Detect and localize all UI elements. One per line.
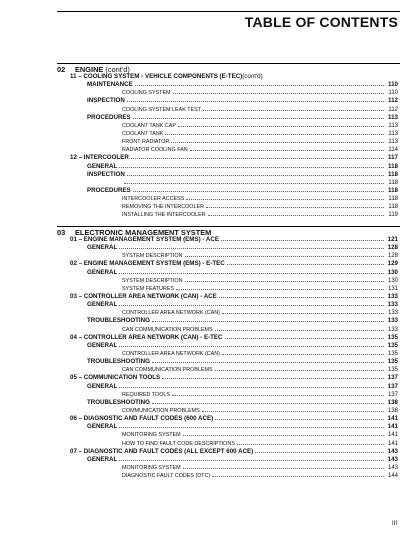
toc-entry-page-number: 144 <box>387 473 398 480</box>
dot-leader <box>133 117 384 119</box>
dot-leader <box>173 92 384 94</box>
toc-entry-title: GENERAL <box>87 268 118 276</box>
dot-leader <box>222 312 384 314</box>
toc-chapter-entry[interactable] <box>70 448 398 456</box>
toc-topic-entry[interactable] <box>70 391 398 399</box>
toc-subsection-entry[interactable] <box>70 163 398 171</box>
dot-leader <box>119 166 384 168</box>
toc-entry-title: INSPECTION <box>87 97 125 105</box>
dot-leader <box>176 288 384 290</box>
toc-subsection-entry[interactable] <box>70 358 398 366</box>
toc-subsection-entry[interactable] <box>70 114 398 122</box>
dot-leader <box>119 426 384 428</box>
toc-entry-title: SYSTEM DESCRIPTION <box>122 253 183 260</box>
toc-subsection-entry[interactable] <box>70 456 398 464</box>
toc-subsection-entry[interactable] <box>70 342 398 350</box>
toc-entry-title: COMMUNICATION PROBLEMS <box>122 407 200 414</box>
toc-topic-entry[interactable] <box>70 146 398 154</box>
toc-entry-title: GENERAL <box>87 455 118 463</box>
toc-subsection-entry[interactable] <box>70 171 398 179</box>
dot-leader <box>119 247 384 249</box>
toc-entry-page-number: 137 <box>387 374 398 382</box>
toc-entry-page-number: 110 <box>388 81 398 89</box>
dot-leader <box>152 402 384 404</box>
toc-entry-page-number: 138 <box>387 398 398 406</box>
toc-subsection-entry[interactable] <box>70 244 398 252</box>
toc-entry-title: 12 – INTERCOOLER <box>70 154 129 162</box>
toc-entry-page-number: 118 <box>388 204 398 211</box>
toc-topic-entry[interactable] <box>70 277 398 285</box>
toc-entry-title: CAN COMMUNICATION PROBLEMS <box>122 367 213 374</box>
toc-subsection-entry[interactable] <box>70 187 398 195</box>
toc-topic-entry[interactable] <box>70 431 398 439</box>
toc-topic-entry[interactable] <box>70 122 398 130</box>
toc-entry-title: CONTROLLER AREA NETWORK (CAN) <box>122 350 220 357</box>
dot-leader <box>183 434 384 436</box>
toc-entry-page-number: 114 <box>388 147 398 154</box>
toc-entry-page-number: 133 <box>387 326 398 333</box>
toc-entry-title: GENERAL <box>87 244 118 252</box>
toc-topic-entry[interactable] <box>70 252 398 260</box>
toc-topic-entry[interactable] <box>70 366 398 374</box>
dot-leader <box>202 410 384 412</box>
toc-chapter-entry[interactable] <box>70 293 398 301</box>
toc-topic-entry[interactable] <box>70 89 398 97</box>
toc-entry-page-number: 113 <box>388 122 398 129</box>
toc-entry-title: 05 – COMMUNICATION TOOLS <box>70 374 161 382</box>
dot-leader <box>212 475 384 477</box>
toc-topic-entry[interactable] <box>70 472 398 480</box>
toc-entry-page-number: 110 <box>388 90 398 97</box>
toc-entry-page-number: 137 <box>387 391 398 398</box>
toc-entry-page-number: 135 <box>387 367 398 374</box>
dot-leader <box>171 141 384 143</box>
dot-leader <box>185 255 384 257</box>
dot-leader <box>135 84 384 86</box>
toc-topic-entry[interactable] <box>70 195 398 203</box>
toc-entry-title: MAINTENANCE <box>87 81 133 89</box>
toc-subsection-entry[interactable] <box>70 399 398 407</box>
toc-entry-page-number: 135 <box>387 341 398 349</box>
toc-entry-page-number: 121 <box>387 236 398 243</box>
toc-chapter-entry[interactable] <box>70 260 398 268</box>
toc-entry-page-number: 133 <box>387 310 398 317</box>
toc-subsection-entry[interactable] <box>70 81 398 89</box>
section-title: ENGINE <box>75 65 104 74</box>
toc-chapter-entry[interactable] <box>70 236 398 244</box>
dot-leader <box>119 386 384 388</box>
toc-entry-page-number: 135 <box>387 350 398 357</box>
toc-entry-page-number: 138 <box>387 407 398 414</box>
toc-topic-entry[interactable] <box>70 309 398 317</box>
toc-subsection-entry[interactable] <box>70 383 398 391</box>
toc-subsection-entry[interactable] <box>70 423 398 431</box>
toc-entry-page-number: 119 <box>388 212 398 219</box>
dot-leader <box>255 451 384 453</box>
toc-entry-page-number: 143 <box>387 455 398 463</box>
toc-list-electronic-management <box>70 236 398 480</box>
toc-topic-entry[interactable] <box>70 106 398 114</box>
toc-entry-title: INTERCOOLER ACCESS <box>122 196 185 203</box>
toc-entry-page-number: 141 <box>387 415 398 423</box>
dot-leader <box>215 418 384 420</box>
toc-entry-title: 11 – COOLING SYSTEM - VEHICLE COMPONENTS (E-TEC) <box>70 73 243 80</box>
toc-entry-title: FRONT RADIATOR <box>122 139 170 146</box>
toc-entry-page-number: 118 <box>388 162 398 170</box>
toc-entry-continued-note: (cont'd) <box>242 73 263 80</box>
toc-entry-title: 01 – ENGINE MANAGEMENT SYSTEM (EMS) - ACE <box>70 236 219 243</box>
dot-leader <box>152 361 384 363</box>
toc-entry-page-number: 118 <box>388 186 398 194</box>
dot-leader <box>185 280 384 282</box>
toc-entry-page-number: 141 <box>387 440 398 447</box>
toc-entry-page-number: 141 <box>387 423 398 431</box>
dot-leader <box>183 467 384 469</box>
dot-leader <box>203 109 384 111</box>
toc-entry-page-number: 118 <box>388 179 398 186</box>
dot-leader <box>165 133 384 135</box>
section-title: ELECTRONIC MANAGEMENT SYSTEM <box>75 228 212 237</box>
toc-entry-title: COOLANT TANK <box>122 130 164 137</box>
toc-topic-entry[interactable] <box>70 130 398 138</box>
toc-entry-title: GENERAL <box>87 301 118 309</box>
toc-entry-page-number: 135 <box>387 358 398 366</box>
toc-entry-page-number: 128 <box>387 253 398 260</box>
toc-entry-page-number: 118 <box>388 196 398 203</box>
dot-leader <box>227 263 384 265</box>
toc-entry-page-number: 133 <box>387 317 398 325</box>
toc-entry-page-number: 118 <box>388 170 398 178</box>
toc-entry-title: TROUBLESHOOTING <box>87 358 150 366</box>
toc-topic-entry[interactable] <box>70 464 398 472</box>
dot-leader <box>215 329 384 331</box>
toc-entry-title: 07 – DIAGNOSTIC AND FAULT CODES (ALL EXCEPT 600 ACE) <box>70 447 254 455</box>
toc-entry-title: REQUIRED TOOLS <box>122 391 171 398</box>
toc-topic-entry[interactable] <box>70 326 398 334</box>
dot-leader <box>186 198 384 200</box>
toc-entry-title: 02 – ENGINE MANAGEMENT SYSTEM (EMS) - E-TEC <box>70 260 225 268</box>
toc-entry-title: CONTROLLER AREA NETWORK (CAN) <box>122 310 220 317</box>
toc-entry-title: TROUBLESHOOTING <box>87 398 150 406</box>
dot-leader <box>237 443 384 445</box>
toc-entry-title: GENERAL <box>87 162 118 170</box>
toc-entry-title: COOLING SYSTEM <box>122 90 171 97</box>
toc-chapter-entry[interactable] <box>70 334 398 342</box>
dot-leader <box>119 272 384 274</box>
dot-leader <box>215 369 384 371</box>
toc-entry-page-number: 135 <box>387 333 398 341</box>
toc-topic-entry[interactable] <box>70 285 398 293</box>
toc-entry-title: GENERAL <box>87 341 118 349</box>
toc-entry-page-number: 117 <box>388 154 398 162</box>
toc-list-engine <box>70 73 398 220</box>
toc-chapter-entry[interactable] <box>70 73 398 81</box>
toc-subsection-entry[interactable] <box>70 301 398 309</box>
section-continued-note: (cont'd) <box>105 65 130 74</box>
toc-entry-page-number: 131 <box>387 285 398 292</box>
page-title: TABLE OF CONTENTS <box>244 14 398 30</box>
dot-leader <box>222 353 384 355</box>
toc-entry-title: 06 – DIAGNOSTIC AND FAULT CODES (600 ACE) <box>70 415 214 423</box>
toc-entry-page-number: 129 <box>387 260 398 268</box>
toc-entry-page-number: 137 <box>387 382 398 390</box>
toc-entry-title: RADIATOR COOLING FAN <box>122 147 188 154</box>
toc-entry-title: COOLANT TANK CAP <box>122 122 176 129</box>
toc-entry-title: SYSTEM FEATURES <box>122 285 175 292</box>
dot-leader <box>219 296 384 298</box>
toc-entry-title: 04 – CONTROLLER AREA NETWORK (CAN) - E-TEC <box>70 333 223 341</box>
toc-chapter-entry[interactable] <box>70 415 398 423</box>
toc-entry-page-number: 133 <box>387 292 398 300</box>
toc-entry-page-number: 113 <box>388 113 398 121</box>
toc-entry-page-number: 113 <box>388 130 398 137</box>
toc-entry-page-number: 130 <box>387 268 398 276</box>
toc-entry-page-number: 112 <box>388 106 398 113</box>
dot-leader <box>162 377 384 379</box>
toc-entry-title: SYSTEM DESCRIPTION <box>122 277 183 284</box>
toc-topic-entry[interactable] <box>70 203 398 211</box>
toc-entry-title: MONITORING SYSTEM <box>122 432 181 439</box>
dot-leader <box>190 149 384 151</box>
toc-entry-title: CAN COMMUNICATION PROBLEMS <box>122 326 213 333</box>
toc-entry-page-number: 143 <box>387 447 398 455</box>
dot-leader <box>172 394 384 396</box>
toc-topic-entry[interactable] <box>70 440 398 448</box>
toc-entry-title: PROCEDURES <box>87 113 131 121</box>
toc-entry-title: COOLING SYSTEM LEAK TEST <box>122 106 201 113</box>
toc-entry-title: HOW TO FIND FAULT CODE DESCRIPTIONS <box>122 440 235 447</box>
toc-chapter-entry[interactable] <box>70 374 398 382</box>
toc-topic-entry[interactable] <box>70 179 398 187</box>
dot-leader <box>124 182 384 184</box>
toc-entry-title: 03 – CONTROLLER AREA NETWORK (CAN) - ACE <box>70 292 217 300</box>
toc-topic-entry[interactable] <box>70 350 398 358</box>
page-number: III <box>391 521 397 527</box>
toc-entry-title: REMOVING THE INTERCOOLER <box>122 204 204 211</box>
toc-topic-entry[interactable] <box>70 138 398 146</box>
toc-entry-page-number: 112 <box>388 97 398 105</box>
dot-leader <box>119 304 384 306</box>
toc-entry-title: MONITORING SYSTEM <box>122 464 181 471</box>
dot-leader <box>225 337 384 339</box>
dot-leader <box>127 174 384 176</box>
toc-entry-page-number: 143 <box>387 464 398 471</box>
dot-leader <box>119 459 384 461</box>
toc-entry-title: TROUBLESHOOTING <box>87 317 150 325</box>
dot-leader <box>131 157 384 159</box>
dot-leader <box>119 345 384 347</box>
toc-entry-title: GENERAL <box>87 423 118 431</box>
toc-entry-page-number: 130 <box>387 277 398 284</box>
toc-subsection-entry[interactable] <box>70 269 398 277</box>
toc-entry-page-number: 128 <box>387 244 398 252</box>
toc-entry-title: DIAGNOSTIC FAULT CODES (DTC) <box>122 473 211 480</box>
section-number: 03 <box>57 228 66 237</box>
dot-leader <box>208 214 384 216</box>
toc-entry-page-number: 113 <box>388 139 398 146</box>
toc-entry-page-number: 141 <box>387 432 398 439</box>
dot-leader <box>221 239 384 241</box>
toc-subsection-entry[interactable] <box>70 317 398 325</box>
dot-leader <box>178 125 384 127</box>
toc-entry-title: INSPECTION <box>87 170 125 178</box>
toc-subsection-entry[interactable] <box>70 97 398 105</box>
dot-leader <box>127 100 384 102</box>
header-rule <box>57 11 400 12</box>
toc-entry-page-number: 133 <box>387 301 398 309</box>
dot-leader <box>152 320 384 322</box>
toc-entry-title: INSTALLING THE INTERCOOLER <box>122 212 206 219</box>
toc-chapter-entry[interactable] <box>70 154 398 162</box>
toc-entry-title: GENERAL <box>87 382 118 390</box>
toc-topic-entry[interactable] <box>70 407 398 415</box>
dot-leader <box>206 206 384 208</box>
toc-entry-title: PROCEDURES <box>87 186 131 194</box>
toc-topic-entry[interactable] <box>70 211 398 219</box>
section-number: 02 <box>57 65 66 74</box>
dot-leader <box>133 190 384 192</box>
